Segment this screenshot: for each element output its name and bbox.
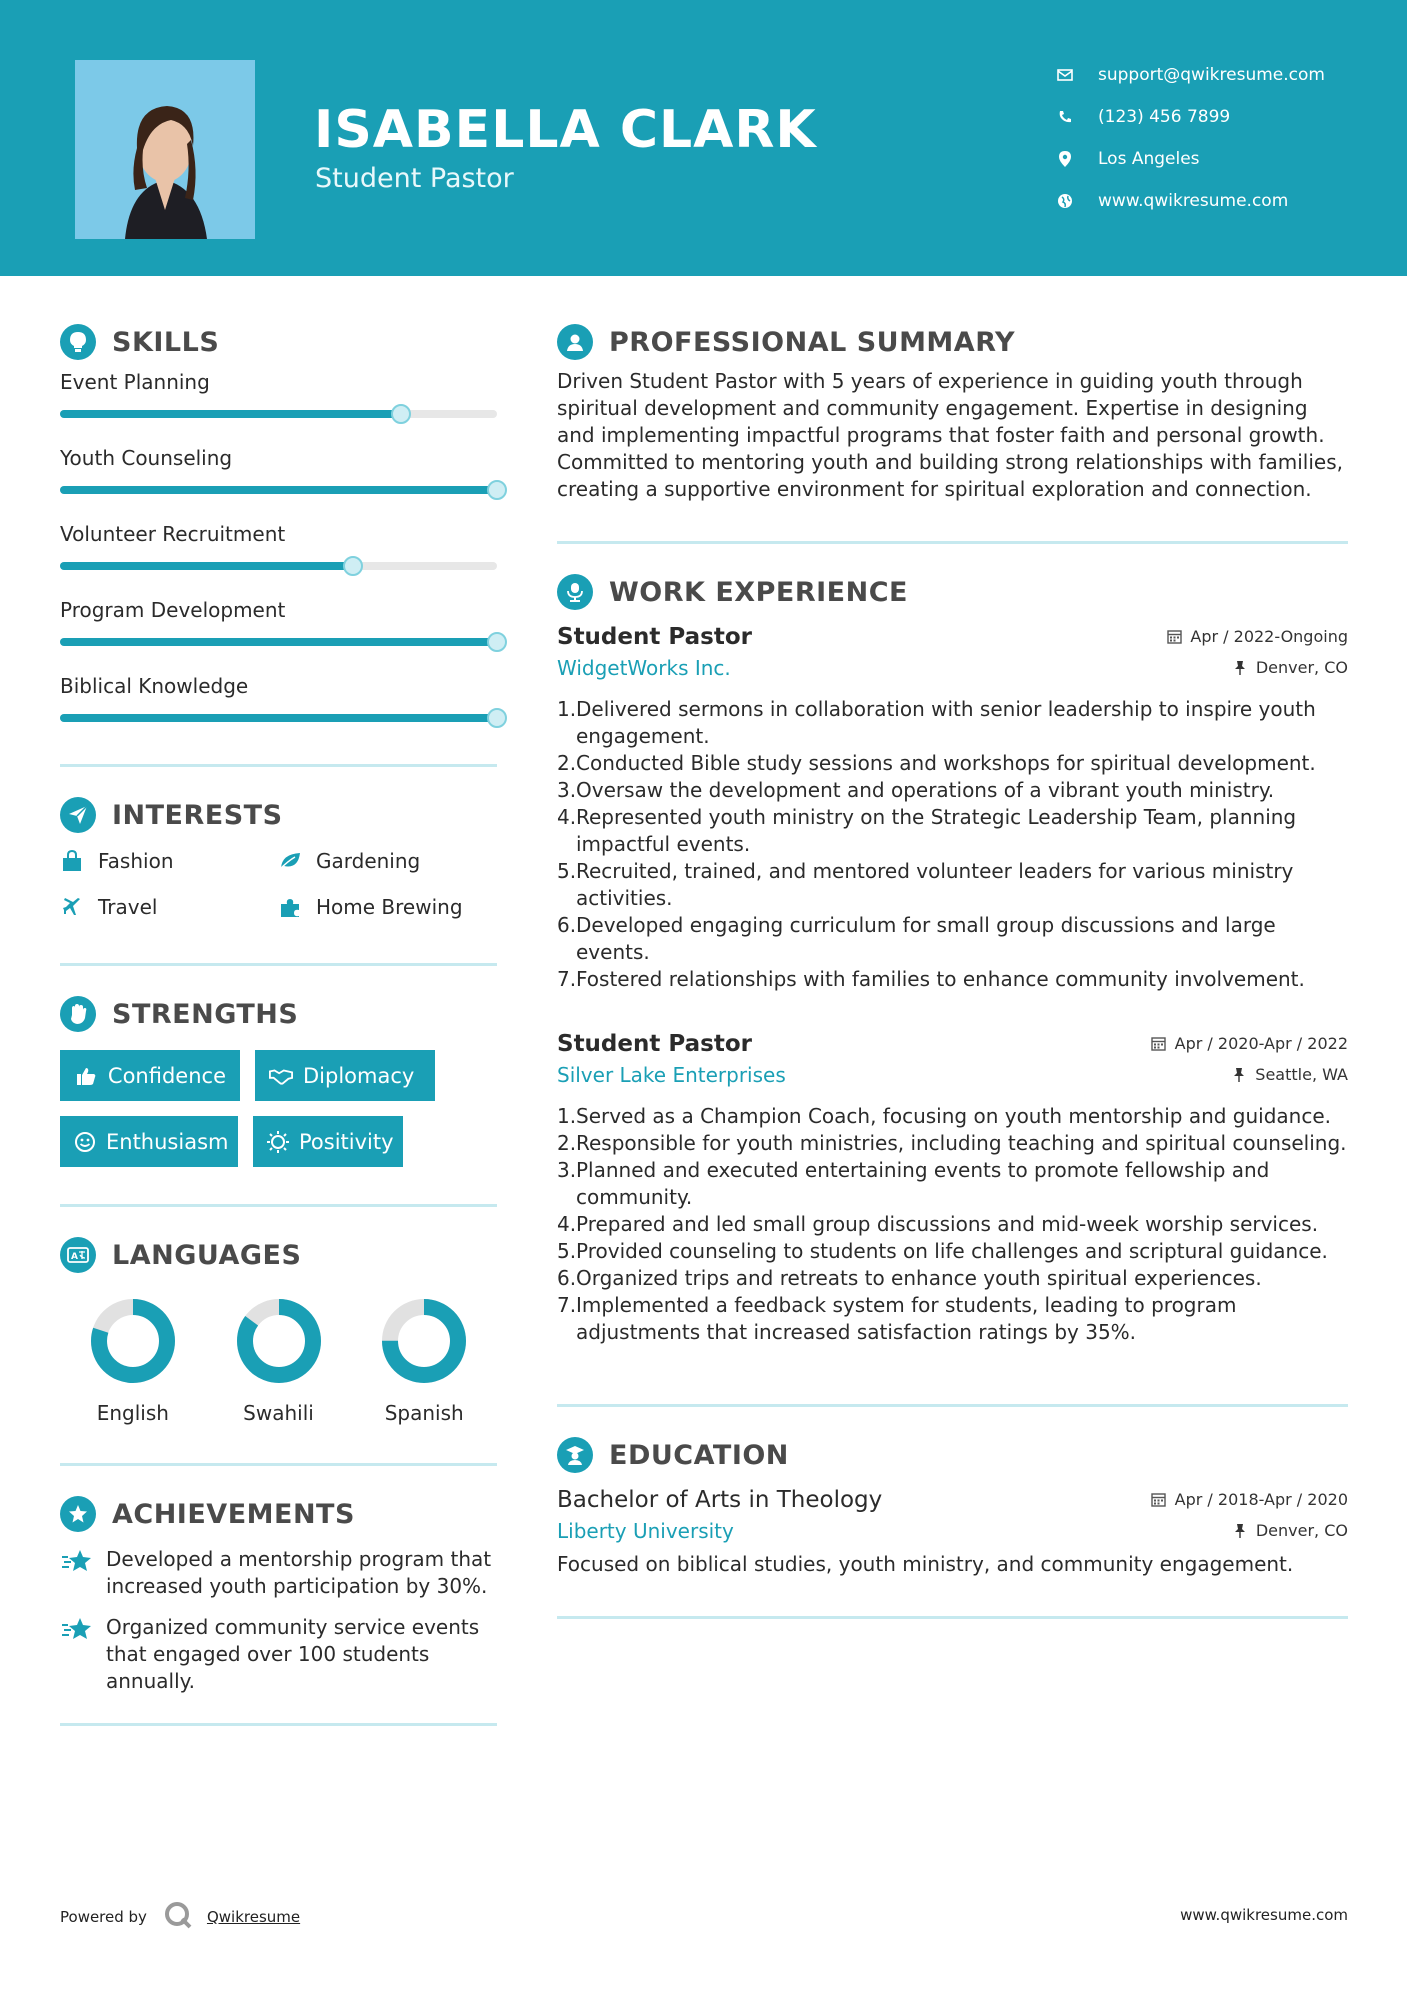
school-name[interactable]: Liberty University bbox=[557, 1519, 734, 1543]
experience-section bbox=[557, 574, 1348, 1346]
education-description: Focused on biblical studies, youth ministry, and community engagement. bbox=[557, 1552, 1294, 1576]
language-label: Spanish bbox=[384, 1401, 464, 1425]
skill-label: Volunteer Recruitment bbox=[60, 522, 286, 546]
languages-section bbox=[60, 1237, 497, 1425]
right-column bbox=[557, 276, 1348, 1619]
pushpin-icon bbox=[1232, 1523, 1248, 1539]
strength-label: Enthusiasm bbox=[106, 1129, 229, 1154]
skills-heading-text: SKILLS bbox=[112, 326, 220, 358]
achievements-list bbox=[60, 1546, 497, 1695]
language-donut bbox=[87, 1295, 179, 1387]
job-subheader bbox=[557, 656, 1348, 680]
interests-section bbox=[60, 797, 497, 919]
company-name[interactable]: WidgetWorks Inc. bbox=[557, 656, 731, 680]
interests-heading-text: INTERESTS bbox=[112, 799, 283, 831]
achievements-section bbox=[60, 1496, 497, 1695]
contact-location bbox=[1055, 138, 1325, 180]
summary-text: Driven Student Pastor with 5 years of experience in guiding youth through spiritual development and community engagement. Expertise in designing and implementing impactful programs that foster faith and personal growth. Committed to mentoring youth and building strong relationships with families, creating a supportive environment for spiritual exploration and connection. bbox=[557, 369, 1343, 501]
skill-bar-track bbox=[60, 410, 497, 418]
skill-bar-fill bbox=[60, 638, 497, 646]
job-location bbox=[1232, 658, 1348, 677]
resume-header bbox=[0, 0, 1407, 276]
experience-heading-text: WORK EXPERIENCE bbox=[609, 576, 908, 608]
job-dates bbox=[1151, 1034, 1348, 1053]
job-location-text: Seattle, WA bbox=[1255, 1065, 1348, 1084]
svg-text:A: A bbox=[71, 1252, 79, 1262]
skill-bar-track bbox=[60, 562, 497, 570]
language-donut bbox=[233, 1295, 325, 1387]
strength-label: Confidence bbox=[107, 1063, 226, 1088]
job-location-text: Denver, CO bbox=[1255, 658, 1348, 677]
job-dates-text: Apr / 2022-Ongoing bbox=[1190, 627, 1348, 646]
smile-icon bbox=[74, 1130, 96, 1154]
language-item bbox=[206, 1295, 352, 1425]
strength-tag bbox=[255, 1050, 435, 1101]
skill-bar-knob bbox=[487, 632, 507, 652]
summary-section bbox=[557, 324, 1348, 503]
strength-tag bbox=[60, 1116, 238, 1167]
skill-bar-fill bbox=[60, 562, 353, 570]
strength-label: Diplomacy bbox=[303, 1063, 415, 1088]
job-title: Student Pastor bbox=[557, 1031, 752, 1057]
brand-link[interactable]: Qwikresume bbox=[206, 1908, 301, 1926]
skill-label: Program Development bbox=[60, 598, 286, 622]
profile-photo bbox=[75, 60, 255, 239]
shooting-star-icon bbox=[60, 1546, 94, 1576]
shopping-bag-icon bbox=[60, 849, 84, 873]
job-bullet: 7. Fostered relationships with families to enhance community involvement. bbox=[557, 967, 1305, 991]
sun-icon bbox=[267, 1130, 289, 1154]
interests-list bbox=[60, 849, 497, 919]
hand-icon bbox=[60, 996, 96, 1032]
languages-heading bbox=[60, 1237, 497, 1273]
language-donut bbox=[378, 1295, 470, 1387]
pushpin-icon bbox=[1232, 660, 1248, 676]
skill-item bbox=[60, 598, 497, 674]
job-entry bbox=[557, 624, 1348, 993]
achievement-item bbox=[60, 1546, 497, 1600]
language-label: English bbox=[96, 1401, 169, 1425]
education-section bbox=[557, 1437, 1348, 1578]
language-item bbox=[351, 1295, 497, 1425]
contact-location-text: Los Angeles bbox=[1098, 149, 1200, 169]
job-title: Student Pastor bbox=[557, 624, 752, 650]
strength-label: Positivity bbox=[299, 1129, 394, 1154]
puzzle-icon bbox=[278, 895, 302, 919]
education-location bbox=[1232, 1521, 1348, 1540]
job-bullet: 5. Provided counseling to students on life challenges and scriptural guidance. bbox=[557, 1239, 1328, 1263]
strengths-heading bbox=[60, 996, 497, 1032]
candidate-title: Student Pastor bbox=[315, 163, 514, 194]
qwikresume-logo-icon bbox=[163, 1900, 193, 1934]
interest-item bbox=[278, 895, 497, 919]
left-column bbox=[60, 276, 497, 1726]
education-entry bbox=[557, 1487, 1348, 1578]
star-badge-icon bbox=[60, 1496, 96, 1532]
job-bullet: 2. Conducted Bible study sessions and workshops for spiritual development. bbox=[557, 751, 1316, 775]
job-bullet: 4. Represented youth ministry on the Strategic Leadership Team, planning impactful events. bbox=[557, 805, 1297, 856]
skills-list bbox=[60, 370, 497, 750]
section-divider bbox=[557, 541, 1348, 544]
footer-powered-by bbox=[60, 1900, 300, 1934]
skill-item bbox=[60, 674, 497, 750]
skill-label: Biblical Knowledge bbox=[60, 674, 249, 698]
phone-icon bbox=[1055, 107, 1075, 127]
education-heading bbox=[557, 1437, 1348, 1473]
handshake-icon bbox=[269, 1064, 293, 1088]
paper-plane-icon bbox=[60, 797, 96, 833]
strength-tags bbox=[60, 1050, 497, 1167]
job-bullet: 6. Developed engaging curriculum for small group discussions and large events. bbox=[557, 913, 1276, 964]
job-dates-text: Apr / 2020-Apr / 2022 bbox=[1174, 1034, 1348, 1053]
strength-tag bbox=[253, 1116, 403, 1167]
skill-item bbox=[60, 370, 497, 446]
language-item bbox=[60, 1295, 206, 1425]
job-bullet: 5. Recruited, trained, and mentored volunteer leaders for various ministry activities. bbox=[557, 859, 1294, 910]
interest-item bbox=[60, 849, 278, 873]
job-subheader bbox=[557, 1063, 1348, 1087]
interest-item bbox=[60, 895, 278, 919]
contact-website[interactable] bbox=[1055, 180, 1325, 222]
job-bullet: 3. Oversaw the development and operations of a vibrant youth ministry. bbox=[557, 778, 1275, 802]
strengths-heading-text: STRENGTHS bbox=[112, 998, 299, 1030]
achievement-item bbox=[60, 1614, 497, 1695]
skills-heading bbox=[60, 324, 497, 360]
skill-bar-knob bbox=[343, 556, 363, 576]
candidate-name: ISABELLA CLARK bbox=[314, 100, 817, 160]
job-bullet: 6. Organized trips and retreats to enhance youth spiritual experiences. bbox=[557, 1266, 1262, 1290]
job-bullet: 1. Delivered sermons in collaboration with senior leadership to inspire youth engagement. bbox=[557, 697, 1316, 748]
summary-heading-text: PROFESSIONAL SUMMARY bbox=[609, 326, 1016, 358]
education-heading-text: EDUCATION bbox=[609, 1439, 789, 1471]
calendar-icon bbox=[1151, 1492, 1167, 1508]
job-header bbox=[557, 1031, 1348, 1057]
interest-label: Fashion bbox=[98, 849, 174, 873]
skill-bar-track bbox=[60, 638, 497, 646]
section-divider bbox=[60, 764, 497, 767]
skill-bar-fill bbox=[60, 486, 497, 494]
contact-phone-text: (123) 456 7899 bbox=[1098, 107, 1231, 127]
envelope-icon bbox=[1055, 65, 1075, 85]
section-divider bbox=[557, 1404, 1348, 1407]
section-divider bbox=[60, 1204, 497, 1207]
calendar-icon bbox=[1166, 629, 1182, 645]
strengths-section bbox=[60, 996, 497, 1167]
job-bullets bbox=[557, 696, 1348, 993]
section-divider bbox=[60, 1723, 497, 1726]
skill-item bbox=[60, 446, 497, 522]
skill-bar-track bbox=[60, 486, 497, 494]
thumbs-up-icon bbox=[74, 1064, 98, 1088]
skill-bar-knob bbox=[487, 708, 507, 728]
skills-section bbox=[60, 324, 497, 750]
section-divider bbox=[60, 1463, 497, 1466]
job-dates bbox=[1166, 627, 1348, 646]
plane-icon bbox=[60, 895, 84, 919]
contact-email-text: support@qwikresume.com bbox=[1098, 65, 1325, 85]
job-location bbox=[1231, 1065, 1348, 1084]
interest-label: Travel bbox=[98, 895, 158, 919]
company-name[interactable]: Silver Lake Enterprises bbox=[557, 1063, 786, 1087]
pushpin-icon bbox=[1231, 1067, 1247, 1083]
skill-item bbox=[60, 522, 497, 598]
skill-bar-knob bbox=[487, 480, 507, 500]
strength-tag bbox=[60, 1050, 240, 1101]
job-bullet: 7. Implemented a feedback system for students, leading to program adjustments that increased satisfaction ratings by 35%. bbox=[557, 1293, 1237, 1344]
skill-bar-track bbox=[60, 714, 497, 722]
skill-bar-fill bbox=[60, 410, 401, 418]
education-dates-text: Apr / 2018-Apr / 2020 bbox=[1174, 1490, 1348, 1509]
job-bullet: 2. Responsible for youth ministries, including teaching and spiritual counseling. bbox=[557, 1131, 1347, 1155]
skill-label: Event Planning bbox=[60, 370, 210, 394]
interest-label: Gardening bbox=[316, 849, 421, 873]
achievement-text: Organized community service events that engaged over 100 students annually. bbox=[106, 1615, 480, 1693]
skill-bar-fill bbox=[60, 714, 497, 722]
degree-title: Bachelor of Arts in Theology bbox=[557, 1487, 883, 1513]
shooting-star-icon bbox=[60, 1614, 94, 1644]
achievement-text: Developed a mentorship program that increased youth participation by 30%. bbox=[106, 1547, 492, 1598]
user-icon bbox=[557, 324, 593, 360]
job-bullet: 1. Served as a Champion Coach, focusing on youth mentorship and guidance. bbox=[557, 1104, 1332, 1128]
summary-heading bbox=[557, 324, 1348, 360]
experience-heading bbox=[557, 574, 1348, 610]
section-divider bbox=[557, 1616, 1348, 1619]
map-pin-icon bbox=[1055, 149, 1075, 169]
leaf-icon bbox=[278, 849, 302, 873]
language-label: Swahili bbox=[243, 1401, 314, 1425]
contact-list bbox=[1055, 54, 1325, 222]
globe-icon bbox=[1055, 191, 1075, 211]
job-entry bbox=[557, 1031, 1348, 1346]
interest-item bbox=[278, 849, 497, 873]
education-header bbox=[557, 1487, 1348, 1513]
achievements-heading-text: ACHIEVEMENTS bbox=[112, 1498, 355, 1530]
contact-email[interactable] bbox=[1055, 54, 1325, 96]
languages-list bbox=[60, 1295, 497, 1425]
education-dates bbox=[1151, 1490, 1348, 1509]
job-bullets bbox=[557, 1103, 1348, 1346]
education-subheader bbox=[557, 1519, 1348, 1543]
skill-bar-knob bbox=[391, 404, 411, 424]
interests-heading bbox=[60, 797, 497, 833]
powered-by-text: Powered by bbox=[60, 1908, 147, 1926]
education-location-text: Denver, CO bbox=[1255, 1521, 1348, 1540]
job-bullet: 4. Prepared and led small group discussions and mid-week worship services. bbox=[557, 1212, 1319, 1236]
achievements-heading bbox=[60, 1496, 497, 1532]
job-bullet: 3. Planned and executed entertaining events to promote fellowship and community. bbox=[557, 1158, 1270, 1209]
contact-phone[interactable] bbox=[1055, 96, 1325, 138]
calendar-icon bbox=[1151, 1036, 1167, 1052]
interest-label: Home Brewing bbox=[316, 895, 463, 919]
languages-heading-text: LANGUAGES bbox=[112, 1239, 302, 1271]
contact-website-text: www.qwikresume.com bbox=[1098, 191, 1289, 211]
footer-website[interactable]: www.qwikresume.com bbox=[1180, 1906, 1348, 1924]
job-header bbox=[557, 624, 1348, 650]
language-icon bbox=[60, 1237, 96, 1273]
section-divider bbox=[60, 963, 497, 966]
graduate-icon bbox=[557, 1437, 593, 1473]
lightbulb-icon bbox=[60, 324, 96, 360]
skill-label: Youth Counseling bbox=[60, 446, 233, 470]
podium-icon bbox=[557, 574, 593, 610]
